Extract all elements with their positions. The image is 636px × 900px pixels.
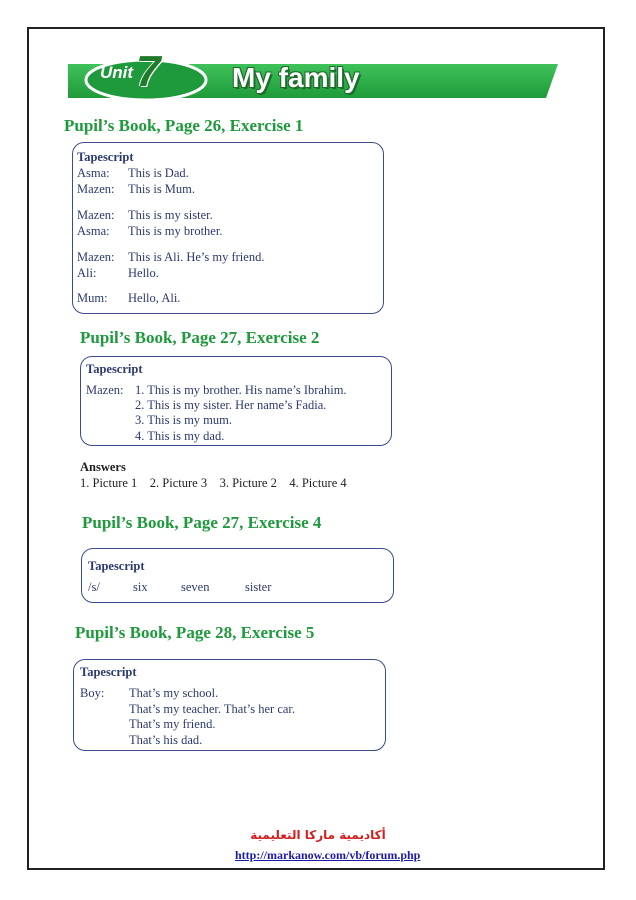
tapescript-box-ex1 xyxy=(72,142,384,314)
tapescript-box-ex4 xyxy=(81,548,394,603)
word: six xyxy=(133,580,148,594)
speaker: Asma: xyxy=(77,224,110,238)
tapescript-label: Tapescript xyxy=(86,362,143,376)
speaker: Mum: xyxy=(77,291,108,305)
answers-label: Answers xyxy=(80,460,126,474)
tapescript-label: Tapescript xyxy=(77,150,134,164)
footer-arabic-text: أكاديمية ماركا التعليمية xyxy=(250,828,386,842)
line-text: This is Dad. xyxy=(128,166,189,180)
tapescript-label: Tapescript xyxy=(88,559,145,573)
tapescript-label: Tapescript xyxy=(80,665,137,679)
speaker: Asma: xyxy=(77,166,110,180)
line-text: This is Ali. He’s my friend. xyxy=(128,250,265,264)
speaker: Mazen: xyxy=(77,182,115,196)
word: sister xyxy=(245,580,272,594)
word: seven xyxy=(181,580,210,594)
line-text: 2. This is my sister. Her name’s Fadia. xyxy=(135,398,327,412)
footer-link[interactable]: http://markanow.com/vb/forum.php xyxy=(235,848,421,862)
line-text: That’s my teacher. That’s her car. xyxy=(129,702,296,716)
line-text: This is my sister. xyxy=(128,208,213,222)
line-text: That’s his dad. xyxy=(129,733,203,747)
section-title-ex5: Pupil’s Book, Page 28, Exercise 5 xyxy=(75,623,315,642)
line-text: Hello, Ali. xyxy=(128,291,181,305)
line-text: That’s my school. xyxy=(129,686,219,700)
line-text: 3. This is my mum. xyxy=(135,413,233,427)
line-text: Hello. xyxy=(128,266,159,280)
line-text: This is Mum. xyxy=(128,182,196,196)
line-text: That’s my friend. xyxy=(129,717,216,731)
phoneme: /s/ xyxy=(88,580,100,594)
speaker: Boy: xyxy=(80,686,105,700)
speaker: Mazen: xyxy=(77,208,115,222)
answers-text: 1. Picture 1 2. Picture 3 3. Picture 2 4. Picture 4 xyxy=(80,476,347,490)
section-title-ex1: Pupil’s Book, Page 26, Exercise 1 xyxy=(64,116,304,135)
line-text: This is my brother. xyxy=(128,224,223,238)
speaker: Mazen: xyxy=(77,250,115,264)
line-text: 1. This is my brother. His name’s Ibrahim. xyxy=(135,383,347,397)
unit-number: 7 xyxy=(136,47,161,96)
section-title-ex2: Pupil’s Book, Page 27, Exercise 2 xyxy=(80,328,320,347)
unit-label: Unit xyxy=(100,63,134,82)
speaker: Mazen: xyxy=(86,383,124,397)
section-title-ex4: Pupil’s Book, Page 27, Exercise 4 xyxy=(82,513,322,532)
speaker: Ali: xyxy=(77,266,97,280)
line-text: 4. This is my dad. xyxy=(135,429,225,443)
unit-title: My family xyxy=(232,62,360,93)
